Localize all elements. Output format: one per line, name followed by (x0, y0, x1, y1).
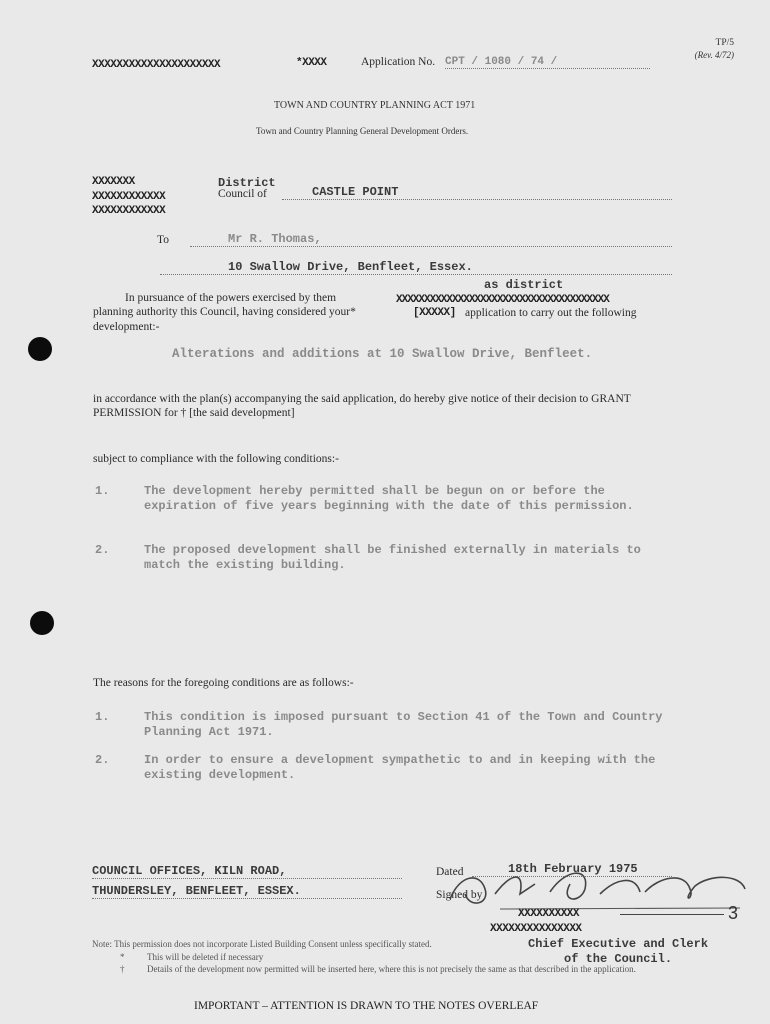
grant-text: in accordance with the plan(s) accompanying the said application, do hereby give notice of their decision to GRANT PERMISSION for † [the said development] (93, 393, 631, 419)
act-title: TOWN AND COUNTRY PLANNING ACT 1971 (274, 100, 476, 111)
important-notice: IMPORTANT – ATTENTION IS DRAWN TO THE NOTES OVERLEAF (194, 1000, 539, 1012)
council-name: CASTLE POINT (282, 185, 672, 200)
reason-text-2: In order to ensure a development sympathetic to and in keeping with the existing development. (144, 753, 656, 782)
application-label: Application No. (361, 56, 436, 68)
condition-text-1: The development hereby permitted shall be begun on or before the expiration of five years beginning with the date of this permission. (144, 484, 634, 513)
struck-council-line-1: XXXXXXX (92, 176, 135, 188)
intro-struck: XXXXXXXXXXXXXXXXXXXXXXXXXXXXXXXXXXXXXX (396, 294, 609, 306)
to-label: To (157, 234, 169, 246)
condition-text-2: The proposed development shall be finished externally in materials to match the existing building. (144, 543, 641, 572)
struck-council-line-2: XXXXXXXXXXXX (92, 191, 166, 203)
note-star: This will be deleted if necessary (147, 952, 264, 962)
reason-text-1: This condition is imposed pursuant to Section 41 of the Town and Country Planning Act 1971. (144, 710, 663, 739)
as-district: as district (484, 278, 564, 292)
intro-rest: planning authority this Council, having considered your* (93, 306, 356, 318)
recipient-name: Mr R. Thomas, (190, 232, 672, 247)
condition-num-1: 1. (95, 484, 110, 498)
note-dagger: Details of the development now permitted will be inserted here, where this is not precisely the same as that described in the application. (147, 964, 636, 974)
office-address-line-2: THUNDERSLEY, BENFLEET, ESSEX. (92, 884, 402, 899)
struck-signatory-2: XXXXXXXXXXXXXXX (490, 923, 582, 935)
page-mark: 3 (728, 903, 739, 923)
development-description: Alterations and additions at 10 Swallow Drive, Benfleet. (172, 347, 593, 361)
signature-underline (620, 914, 724, 915)
condition-num-2: 2. (95, 543, 110, 557)
revision-note: (Rev. 4/72) (694, 50, 734, 60)
note-star-symbol: * (120, 952, 125, 962)
date-value: 18th February 1975 (472, 862, 672, 877)
dated-label: Dated (436, 866, 464, 878)
form-code: TP/5 (715, 38, 734, 48)
struck-council-line-3: XXXXXXXXXXXX (92, 205, 166, 217)
reasons-intro: The reasons for the foregoing conditions are as follows:- (93, 677, 354, 689)
reason-num-1: 1. (95, 710, 110, 724)
punch-hole-bottom (30, 611, 54, 635)
signatory-title-1: Chief Executive and Clerk (528, 937, 709, 951)
council-of-label: Council of (218, 188, 267, 200)
district-label: District (218, 176, 276, 190)
signed-label: Signed by (436, 889, 483, 901)
struck-signatory-1: XXXXXXXXXX (518, 908, 580, 920)
subject-to: subject to compliance with the following conditions:- (93, 453, 339, 465)
signatory-title-2: of the Council. (564, 952, 673, 966)
struck-authority: XXXXXXXXXXXXXXXXXXXXX (92, 59, 221, 71)
note-main: Note: This permission does not incorporate Listed Building Consent unless specifically stated. (92, 939, 432, 949)
note-dagger-symbol: † (120, 964, 125, 974)
handwritten-signature (440, 864, 770, 914)
reason-num-2: 2. (95, 753, 110, 767)
recipient-address: 10 Swallow Drive, Benfleet, Essex. (160, 260, 672, 275)
application-number: CPT / 1080 / 74 / (445, 56, 650, 69)
struck-prefix: *XXXX (296, 57, 327, 69)
office-address-line-1: COUNCIL OFFICES, KILN ROAD, (92, 864, 402, 879)
intro-struck-2: [XXXXX] (413, 307, 456, 319)
intro-end: application to carry out the following development:- (93, 307, 637, 333)
punch-hole-top (28, 337, 52, 361)
intro-start: In pursuance of the powers exercised by them (125, 292, 337, 304)
orders-title: Town and Country Planning General Development Orders. (256, 126, 469, 136)
